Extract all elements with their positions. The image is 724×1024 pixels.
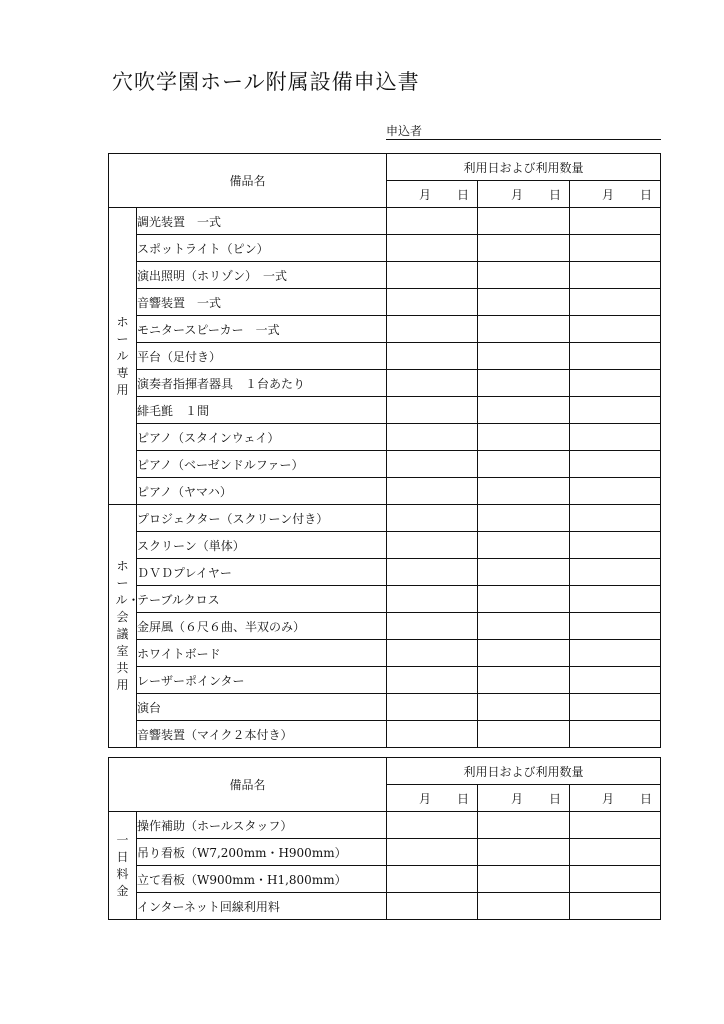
table-row	[109, 559, 661, 586]
item-name: 音響装置 一式	[137, 289, 387, 316]
item-name: スクリーン（単体）	[137, 532, 387, 559]
quantity-cell[interactable]	[478, 262, 570, 289]
day-label: 日	[548, 187, 561, 202]
quantity-cell[interactable]	[570, 559, 661, 586]
date-header-cell[interactable]	[478, 181, 570, 208]
quantity-cell[interactable]	[570, 694, 661, 721]
quantity-cell[interactable]	[570, 839, 661, 866]
header-item-name: 備品名	[109, 758, 387, 812]
quantity-cell[interactable]	[478, 640, 570, 667]
quantity-cell[interactable]	[570, 451, 661, 478]
month-label: 月	[601, 791, 614, 806]
item-name: 吊り看板（W7,200mm・H900mm）	[137, 839, 387, 866]
quantity-cell[interactable]	[387, 559, 478, 586]
table-row	[109, 397, 661, 424]
date-header-cell[interactable]	[387, 181, 478, 208]
item-name: 音響装置（マイク２本付き）	[137, 721, 387, 748]
quantity-cell[interactable]	[570, 812, 661, 839]
quantity-cell[interactable]	[570, 586, 661, 613]
item-name: 演出照明（ホリゾン） 一式	[137, 262, 387, 289]
item-name: ホワイトボード	[137, 640, 387, 667]
table-row	[109, 451, 661, 478]
category-label: 一日料金	[116, 832, 129, 898]
table-row	[109, 208, 661, 235]
quantity-cell[interactable]	[478, 397, 570, 424]
item-name: 金屏風（６尺６曲、半双のみ）	[137, 613, 387, 640]
applicant-field[interactable]	[386, 123, 661, 140]
quantity-cell[interactable]	[478, 839, 570, 866]
quantity-cell[interactable]	[478, 866, 570, 893]
quantity-cell[interactable]	[387, 694, 478, 721]
table-row	[109, 812, 661, 839]
quantity-cell[interactable]	[570, 532, 661, 559]
quantity-cell[interactable]	[387, 532, 478, 559]
quantity-cell[interactable]	[570, 262, 661, 289]
table-row	[109, 505, 661, 532]
item-name: 演奏者指揮者器具 １台あたり	[137, 370, 387, 397]
quantity-cell[interactable]	[570, 289, 661, 316]
table-row	[109, 613, 661, 640]
item-name: レーザーポインター	[137, 667, 387, 694]
quantity-cell[interactable]	[570, 397, 661, 424]
table-row	[109, 343, 661, 370]
quantity-cell[interactable]	[387, 478, 478, 505]
quantity-cell[interactable]	[387, 667, 478, 694]
quantity-cell[interactable]	[570, 343, 661, 370]
quantity-cell[interactable]	[570, 640, 661, 667]
quantity-cell[interactable]	[387, 316, 478, 343]
table-row	[109, 478, 661, 505]
quantity-cell[interactable]	[387, 721, 478, 748]
category-label: ホール専用	[116, 314, 129, 397]
quantity-cell[interactable]	[570, 505, 661, 532]
month-label: 月	[418, 187, 431, 202]
category-cell	[109, 505, 140, 748]
quantity-cell[interactable]	[478, 424, 570, 451]
quantity-cell[interactable]	[570, 667, 661, 694]
item-name: モニタースピーカー 一式	[137, 316, 387, 343]
day-label: 日	[548, 791, 561, 806]
quantity-cell[interactable]	[478, 586, 570, 613]
item-name: インターネット回線利用料	[137, 893, 387, 920]
category-label: ホール・会議室共用	[115, 559, 140, 692]
quantity-cell[interactable]	[478, 343, 570, 370]
equipment-table-daily	[108, 757, 661, 920]
category-cell	[109, 812, 137, 920]
quantity-cell[interactable]	[387, 397, 478, 424]
header-item-name: 備品名	[109, 154, 387, 208]
month-label: 月	[601, 187, 614, 202]
quantity-cell[interactable]	[478, 316, 570, 343]
quantity-cell[interactable]	[570, 866, 661, 893]
table2-body	[109, 758, 661, 920]
quantity-cell[interactable]	[478, 478, 570, 505]
month-label: 月	[510, 187, 523, 202]
table-row	[109, 370, 661, 397]
day-label: 日	[456, 791, 469, 806]
table-row	[109, 694, 661, 721]
page-title: 穴吹学園ホール附属設備申込書	[112, 70, 420, 94]
quantity-cell[interactable]	[478, 505, 570, 532]
day-label: 日	[456, 187, 469, 202]
quantity-cell[interactable]	[387, 208, 478, 235]
quantity-cell[interactable]	[387, 235, 478, 262]
item-name: 平台（足付き）	[137, 343, 387, 370]
date-header-cell[interactable]	[570, 785, 661, 812]
month-label: 月	[510, 791, 523, 806]
quantity-cell[interactable]	[387, 343, 478, 370]
quantity-cell[interactable]	[387, 505, 478, 532]
quantity-cell[interactable]	[478, 613, 570, 640]
quantity-cell[interactable]	[570, 478, 661, 505]
item-name: 演台	[137, 694, 387, 721]
table-row	[109, 262, 661, 289]
day-label: 日	[639, 791, 652, 806]
quantity-cell[interactable]	[478, 370, 570, 397]
quantity-cell[interactable]	[478, 532, 570, 559]
item-name: 緋毛氈 １間	[137, 397, 387, 424]
quantity-cell[interactable]	[570, 235, 661, 262]
header-usage: 利用日および利用数量	[387, 758, 661, 785]
table-row	[109, 893, 661, 920]
quantity-cell[interactable]	[478, 667, 570, 694]
quantity-cell[interactable]	[570, 893, 661, 920]
table-row	[109, 866, 661, 893]
quantity-cell[interactable]	[478, 893, 570, 920]
item-name: 操作補助（ホールスタッフ）	[137, 812, 387, 839]
day-label: 日	[639, 187, 652, 202]
table-row	[109, 586, 661, 613]
quantity-cell[interactable]	[387, 586, 478, 613]
quantity-cell[interactable]	[387, 893, 478, 920]
category-cell	[109, 208, 137, 505]
quantity-cell[interactable]	[570, 208, 661, 235]
quantity-cell[interactable]	[478, 208, 570, 235]
table-row	[109, 532, 661, 559]
table-row	[109, 839, 661, 866]
date-header-cell[interactable]	[570, 181, 661, 208]
quantity-cell[interactable]	[478, 812, 570, 839]
item-name: スポットライト（ピン）	[137, 235, 387, 262]
quantity-cell[interactable]	[387, 812, 478, 839]
quantity-cell[interactable]	[478, 721, 570, 748]
table-row	[109, 316, 661, 343]
applicant-label: 申込者	[386, 124, 423, 138]
item-name: ＤＶＤプレイヤー	[137, 559, 387, 586]
table1-body	[109, 154, 661, 748]
quantity-cell[interactable]	[570, 721, 661, 748]
quantity-cell[interactable]	[570, 613, 661, 640]
item-name: プロジェクター（スクリーン付き）	[137, 505, 387, 532]
header-usage: 利用日および利用数量	[387, 154, 661, 181]
quantity-cell[interactable]	[387, 640, 478, 667]
quantity-cell[interactable]	[478, 559, 570, 586]
quantity-cell[interactable]	[570, 370, 661, 397]
quantity-cell[interactable]	[478, 289, 570, 316]
table-row	[109, 667, 661, 694]
item-name: ピアノ（スタインウェイ）	[137, 424, 387, 451]
quantity-cell[interactable]	[387, 839, 478, 866]
date-header-cell[interactable]	[387, 785, 478, 812]
quantity-cell[interactable]	[387, 866, 478, 893]
quantity-cell[interactable]	[387, 424, 478, 451]
table-row	[109, 721, 661, 748]
quantity-cell[interactable]	[478, 694, 570, 721]
item-name: 立て看板（W900mm・H1,800mm）	[137, 866, 387, 893]
quantity-cell[interactable]	[478, 235, 570, 262]
item-name: ピアノ（ベーゼンドルファー）	[137, 451, 387, 478]
quantity-cell[interactable]	[387, 289, 478, 316]
item-name: ピアノ（ヤマハ）	[137, 478, 387, 505]
quantity-cell[interactable]	[478, 451, 570, 478]
table-row	[109, 424, 661, 451]
quantity-cell[interactable]	[387, 451, 478, 478]
quantity-cell[interactable]	[387, 262, 478, 289]
table-row	[109, 235, 661, 262]
quantity-cell[interactable]	[387, 613, 478, 640]
quantity-cell[interactable]	[570, 316, 661, 343]
equipment-table-main	[108, 153, 661, 748]
date-header-cell[interactable]	[478, 785, 570, 812]
item-name: テーブルクロス	[137, 586, 387, 613]
quantity-cell[interactable]	[387, 370, 478, 397]
item-name: 調光装置 一式	[137, 208, 387, 235]
table-row	[109, 289, 661, 316]
quantity-cell[interactable]	[570, 424, 661, 451]
month-label: 月	[418, 791, 431, 806]
table-row	[109, 640, 661, 667]
